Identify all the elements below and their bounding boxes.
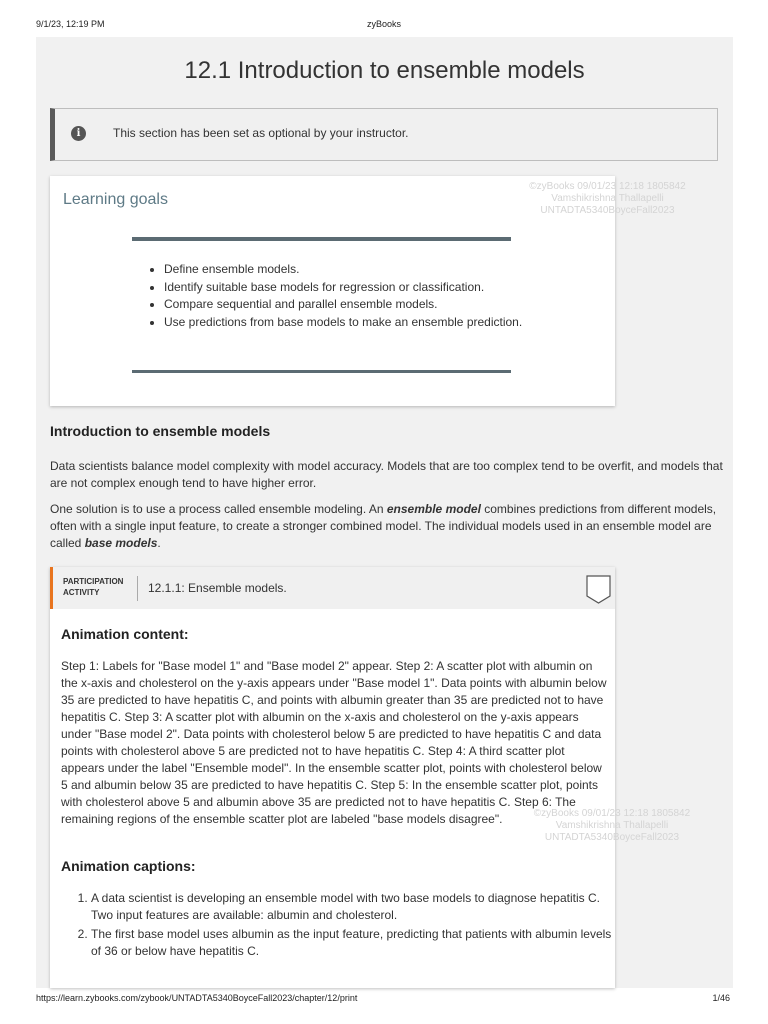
text-span: One solution is to use a process called ensemble modeling. An: [50, 502, 387, 516]
paragraph-complexity: Data scientists balance model complexity with model accuracy. Models that are too complex tend to be overfit, and models that are not complex enough tend to have higher error.: [50, 459, 723, 490]
print-header: [0, 19, 768, 33]
activity-title: 12.1.1: Ensemble models.: [148, 581, 287, 595]
term-ensemble-model: ensemble model: [386, 502, 481, 516]
text-span: combines predictions from different models, often with a single input feature, to create a stronger combined model. The individual models used in an ensemble model are called: [50, 502, 717, 550]
learning-goal-item: • Compare sequential and parallel ensemble models.: [164, 296, 524, 314]
activity-header: [50, 567, 615, 609]
print-url: https://learn.zybooks.com/zybook/UNTADTA5340BoyceFall2023/chapter/12/print: [36, 993, 358, 1003]
watermark-line: Vamshikrishna Thallapelli: [551, 193, 664, 204]
print-page-number: 1/46: [712, 993, 730, 1003]
learning-goal-item: • Define ensemble models.: [164, 261, 524, 279]
watermark-line: ©zyBooks 09/01/23 12:18 1805842: [533, 808, 691, 819]
goals-divider-bottom: [132, 370, 511, 373]
activity-type-label: [63, 576, 123, 598]
watermark-line: UNTADTA5340BoyceFall2023: [540, 205, 675, 216]
notice-text: This section has been set as optional by your instructor.: [113, 126, 409, 140]
copyright-watermark: [512, 808, 712, 844]
print-datetime: 9/1/23, 12:19 PM: [36, 19, 105, 29]
text-span: .: [157, 536, 161, 550]
activity-label-line: ACTIVITY: [63, 588, 100, 597]
animation-captions-heading: Animation captions:: [61, 858, 196, 874]
optional-notice: [50, 108, 718, 161]
watermark-line: UNTADTA5340BoyceFall2023: [544, 832, 680, 843]
print-footer: [0, 993, 768, 1007]
animation-content-heading: Animation content:: [61, 626, 189, 642]
activity-label-line: PARTICIPATION: [63, 577, 124, 586]
print-site-name: zyBooks: [366, 19, 401, 29]
page-title: 12.1 Introduction to ensemble models: [184, 57, 585, 84]
paragraph-ensemble-definition: [50, 501, 730, 552]
watermark-line: Vamshikrishna Thallapelli: [555, 820, 669, 831]
animation-captions-list: [78, 890, 615, 962]
learning-goal-item: • Use predictions from base models to make an ensemble prediction.: [164, 314, 524, 332]
watermark-line: ©zyBooks 09/01/23 12:18 1805842: [529, 181, 686, 192]
term-base-models: base models: [84, 536, 158, 550]
animation-content-text: Step 1: Labels for "Base model 1" and "Base model 2" appear. Step 2: A scatter plot with albumin on the x-axis and cholesterol on the y-axis appears under "Base model 1". Data points with albumin below 35 are predicted to have hepatitis C, and points with albumin greater than 35 are predicted not to have hepatitis C. Step 3: A scatter plot with albumin on the x-axis and cholesterol on the y-axis appears under "Base model 2". Data points with cholesterol below 5 are predicted to have hepatitis C and data points with cholesterol above 5 are predicted not to have hepatitis C. Step 4: A third scatter plot appears under the label "Ensemble model". In the ensemble scatter plot, points with cholesterol below 5 and albumin below 35 are predicted to have hepatitis C. Step 5: In the ensemble scatter plot, points with cholesterol above 5 and albumin above 35 are predicted not to have hepatitis C. Step 6: The remaining regions of the ensemble scatter plot are labeled "base models disagree".: [61, 659, 607, 826]
participation-activity: [50, 567, 615, 988]
goals-divider-top: [132, 237, 511, 241]
completion-badge-icon: [586, 575, 611, 604]
section-heading: Introduction to ensemble models: [50, 423, 271, 439]
copyright-watermark: [500, 181, 715, 217]
caption-item: 2. The first base model uses albumin as the input feature, predicting that patients with albumin levels of 36 or below have hepatitis C.: [91, 926, 615, 960]
header-divider: [137, 576, 138, 601]
learning-goals-heading: Learning goals: [63, 191, 168, 208]
caption-item: 1. A data scientist is developing an ensemble model with two base models to diagnose hepatitis C. Two input features are available: albumin and cholesterol.: [91, 890, 615, 924]
learning-goal-item: • Identify suitable base models for regression or classification.: [164, 279, 524, 297]
info-icon: i: [71, 126, 86, 141]
learning-goals-list: [147, 261, 524, 331]
